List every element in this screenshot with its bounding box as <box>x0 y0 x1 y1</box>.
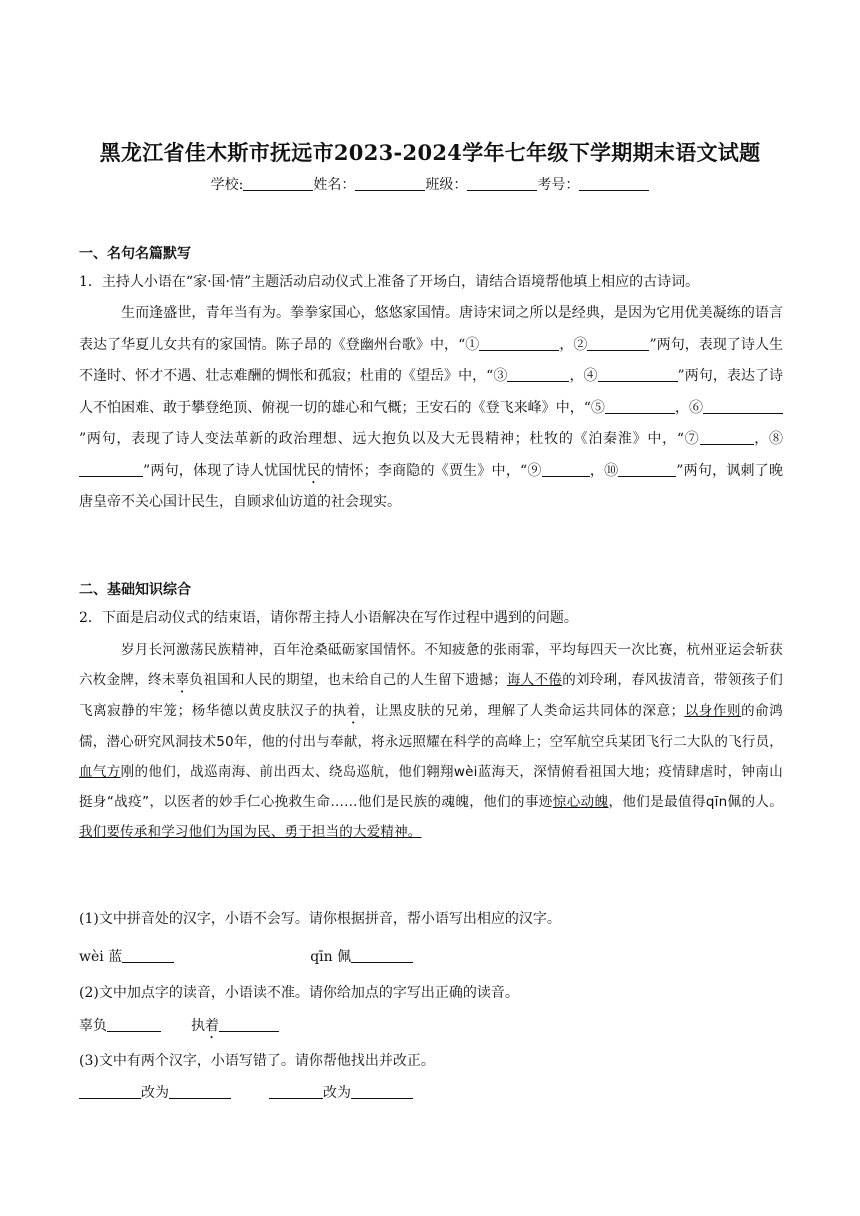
sub2-answer-line <box>79 1015 279 1042</box>
q1-text-k: ，⑩ <box>589 462 619 479</box>
q2-text-5: 的俞鸿儒，潜心研究风洞技术50年，他的付出与奉献，将永远照耀在科学的高峰上；空军航空兵某团飞行二大队的飞行员， <box>79 703 783 750</box>
sub2-fu-char: 负 <box>93 1018 107 1034</box>
gu-pinyin-blank[interactable] <box>107 1016 161 1032</box>
sub1-wei-label: wèi 蓝 <box>79 949 123 965</box>
q1-text-a: 生而逢盛世，青年当有为。拳拳家国心，悠悠家国情。唐诗宋词之所以是经典，是因为它用优美凝练的语言表达了华夏儿女共有的家国情。陈子昂的《登幽州台歌》中，“① <box>79 305 783 353</box>
zhuo-pinyin-blank[interactable] <box>219 1016 279 1032</box>
q1-text-l: ”两句，讽刺了晚唐皇帝不关心国计民生，自顾求仙访道的社会现实。 <box>79 462 783 510</box>
q1-text-f: ，⑥ <box>674 399 703 416</box>
q2-dot-gu: 辜 <box>175 672 190 688</box>
q1-text-g: ”两句，表现了诗人变法革新的政治理想、远大抱负以及大无畏精神；杜牧的《泊秦淮》中，“⑦ <box>79 431 700 447</box>
blank-9[interactable] <box>542 461 590 477</box>
student-info-line <box>0 174 860 194</box>
qin-blank[interactable] <box>351 947 413 963</box>
blank-2[interactable] <box>587 335 649 351</box>
correct-char-1-blank[interactable] <box>169 1083 231 1099</box>
q2-text-2: 负祖国和人民的期望，也未给自己的人生留下遗撼； <box>189 672 507 688</box>
q2-dot-zhuo: 着 <box>346 703 361 719</box>
question2-stem: 2．下面是启动仪式的结束语，请你帮主持人小语解决在写作过程中遇到的问题。 <box>79 610 578 626</box>
wrong-char-1-blank[interactable] <box>79 1083 141 1099</box>
blank-4[interactable] <box>598 366 678 382</box>
question1-passage <box>79 298 783 519</box>
q1-text-c: ”两句，表现了诗人生不逢时、怀才不遇、壮志难酬的惆怅和孤寂；杜甫的《望岳》中，“③ <box>79 336 783 384</box>
change-to-2: 改为 <box>323 1085 351 1101</box>
q2-text-6: 刚的他们，战巡南海、前出西太、绕岛巡航，他们翱翔wèi蓝海天，深情俯看祖国大地；疫情肆虐时，钟南山挺身“战疫”，以医者的妙手仁心挽救生命……他们是民族的魂魄，他们的事迹 <box>79 764 783 810</box>
sub-question-2: (2)文中加点字的读音，小语读不准。请你给加点的字写出正确的读音。 <box>79 985 519 1001</box>
class-label: 班级： <box>425 177 468 193</box>
name-label: 姓名： <box>313 177 356 193</box>
q2-text-7: ，他们是最值得qīn佩的人。 <box>608 794 783 810</box>
q2-underline-3: 血气方 <box>79 764 121 780</box>
school-label: 学校: <box>210 177 244 193</box>
blank-5[interactable] <box>605 398 675 414</box>
sub1-qin-label: qīn 佩 <box>310 949 352 965</box>
blank-6[interactable] <box>703 398 783 414</box>
q1-text-j: 的情怀；李商隐的《贾生》中，“⑨ <box>321 462 542 479</box>
q2-underline-1: 诲人不倦 <box>506 672 563 688</box>
question2-passage <box>79 635 783 847</box>
exam-no-blank[interactable] <box>579 175 649 191</box>
section2-heading: 二、基础知识综合 <box>79 582 191 598</box>
change-to-1: 改为 <box>141 1085 169 1101</box>
exam-no-label: 考号： <box>537 177 580 193</box>
q1-text-i: ”两句，体现了诗人忧国忧 <box>143 462 307 479</box>
blank-3[interactable] <box>507 366 569 382</box>
q2-text-3: 的刘玲琍，春风拔清音，带领孩子们飞离寂静的牢笼；杨华德以黄皮肤汉子的执 <box>79 672 783 719</box>
school-blank[interactable] <box>243 175 313 191</box>
wrong-char-2-blank[interactable] <box>269 1083 323 1099</box>
sub-question-1: (1)文中拼音处的汉字，小语不会写。请你根据拼音，帮小语写出相应的汉字。 <box>79 911 561 927</box>
q1-text-d: ，④ <box>569 368 598 384</box>
correct-char-2-blank[interactable] <box>351 1083 413 1099</box>
blank-1[interactable] <box>479 335 559 351</box>
wei-blank[interactable] <box>122 947 174 963</box>
q1-dotted-char: 民 <box>306 462 321 479</box>
blank-8[interactable] <box>79 461 143 477</box>
question1-stem: 1．主持人小语在“家·国·情”主题活动启动仪式上准备了开场白，请结合语境帮他填上相应的古诗词。 <box>79 274 700 290</box>
sub2-gu-char: 辜 <box>79 1018 93 1034</box>
q1-text-h: ，⑧ <box>753 431 784 447</box>
q2-text-4: ，让黑皮肤的兄弟，理解了人类命运共同体的深意； <box>360 703 685 719</box>
sub2-zhuo-char: 着 <box>205 1018 219 1034</box>
sub1-answer-line <box>79 946 413 966</box>
q2-text-1: 岁月长河激荡民族精神，百年沧桑砥砺家国情怀。不知疲惫的张雨霏，平均每四天一次比赛，杭州亚运会斩获六枚金牌，终未 <box>79 642 783 688</box>
sub-question-3: (3)文中有两个汉字，小语写错了。请你帮他找出并改正。 <box>79 1053 435 1069</box>
q1-text-b: ，② <box>559 336 588 353</box>
section1-heading: 一、名句名篇默写 <box>79 246 191 262</box>
sub3-answer-line <box>79 1082 413 1102</box>
q2-underline-4: 惊心动魄 <box>552 794 609 810</box>
q1-text-e: ”两句，表达了诗人不怕困难、敢于攀登绝顶、俯视一切的雄心和气概；王安石的《登飞来峰》中，“⑤ <box>79 368 783 416</box>
blank-7[interactable] <box>700 429 754 445</box>
q2-underline-5: 我们要传承和学习他们为国为民、勇于担当的大爱精神。 <box>79 824 422 840</box>
blank-10[interactable] <box>618 461 676 477</box>
name-blank[interactable] <box>355 175 425 191</box>
class-blank[interactable] <box>467 175 537 191</box>
sub2-zhi-char: 执 <box>191 1018 205 1034</box>
q2-underline-2: 以身作则 <box>684 703 742 719</box>
exam-title: 黑龙江省佳木斯市抚远市2023-2024学年七年级下学期期末语文试题 <box>99 140 761 165</box>
